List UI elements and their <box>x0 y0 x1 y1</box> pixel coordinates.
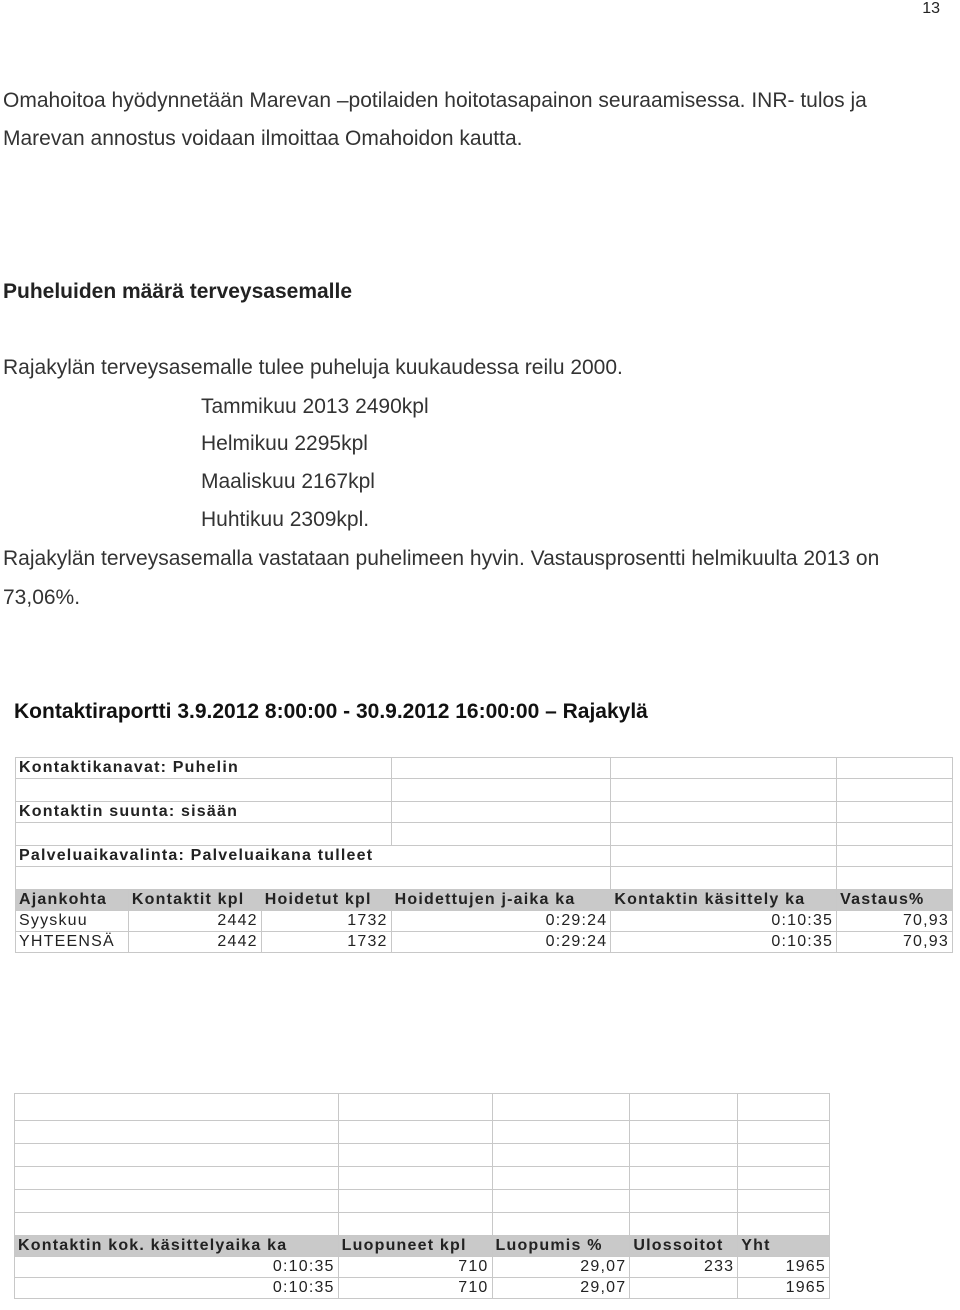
table-row <box>16 867 953 890</box>
column-header: Kontaktin kok. käsittelyaika ka <box>15 1236 339 1257</box>
month-item: Huhtikuu 2309kpl. <box>201 508 370 531</box>
table-row <box>15 1094 830 1121</box>
table-cell: 70,93 <box>837 911 953 932</box>
service-time-label: Palveluaikavalinta: Palveluaikana tulleet <box>16 846 611 867</box>
report-table-2 <box>14 1093 830 1299</box>
table-row <box>15 1213 830 1236</box>
answer-line-2: 73,06%. <box>3 586 81 609</box>
month-item: Maaliskuu 2167kpl <box>201 470 375 493</box>
direction-label: Kontaktin suunta: sisään <box>16 802 392 823</box>
table-row <box>16 802 953 823</box>
table-row <box>16 779 953 802</box>
table-row <box>15 1190 830 1213</box>
section-title: Puheluiden määrä terveysasemalle <box>3 280 353 303</box>
table-cell: Syyskuu <box>16 911 129 932</box>
table-cell: 1732 <box>261 911 391 932</box>
column-header: Luopuneet kpl <box>338 1236 492 1257</box>
table-row <box>16 823 953 846</box>
answer-line-1: Rajakylän terveysasemalla vastataan puhelimeen hyvin. Vastausprosentti helmikuulta 2013 on <box>3 547 880 570</box>
table-cell: 2442 <box>128 932 261 953</box>
table-cell: 710 <box>338 1278 492 1299</box>
table-row <box>15 1278 830 1299</box>
table-header-row <box>16 890 953 911</box>
table-row <box>16 846 953 867</box>
intro-line-2: Marevan annostus voidaan ilmoittaa Omahoidon kautta. <box>3 127 523 150</box>
table-cell <box>630 1278 738 1299</box>
table-cell: YHTEENSÄ <box>16 932 129 953</box>
table-cell: 0:10:35 <box>15 1278 339 1299</box>
table-cell: 0:29:24 <box>391 911 611 932</box>
calls-intro: Rajakylän terveysasemalle tulee puheluja kuukaudessa reilu 2000. <box>3 356 623 379</box>
table-row <box>16 758 953 779</box>
intro-line-1: Omahoitoa hyödynnetään Marevan –potilaiden hoitotasapainon seuraamisessa. INR- tulos ja <box>3 89 867 112</box>
column-header: Vastaus% <box>837 890 953 911</box>
table-row <box>16 911 953 932</box>
column-header: Kontaktit kpl <box>128 890 261 911</box>
column-header: Hoidetut kpl <box>261 890 391 911</box>
column-header: Yht <box>738 1236 830 1257</box>
table-cell: 710 <box>338 1257 492 1278</box>
table-cell: 1965 <box>738 1278 830 1299</box>
table-cell: 233 <box>630 1257 738 1278</box>
table-cell: 1732 <box>261 932 391 953</box>
table-row <box>15 1144 830 1167</box>
column-header: Kontaktin käsittely ka <box>611 890 837 911</box>
table-cell: 0:10:35 <box>611 911 837 932</box>
page-number: 13 <box>922 0 940 17</box>
column-header: Luopumis % <box>492 1236 630 1257</box>
table-row <box>15 1167 830 1190</box>
table-row <box>15 1257 830 1278</box>
report-title: Kontaktiraportti 3.9.2012 8:00:00 - 30.9.2012 16:00:00 – Rajakylä <box>14 700 648 723</box>
table-cell: 2442 <box>128 911 261 932</box>
table-cell: 0:29:24 <box>391 932 611 953</box>
table-cell: 0:10:35 <box>15 1257 339 1278</box>
table-cell: 0:10:35 <box>611 932 837 953</box>
month-item: Tammikuu 2013 2490kpl <box>201 395 429 418</box>
table-header-row <box>15 1236 830 1257</box>
table-row <box>16 932 953 953</box>
report-table <box>15 757 953 953</box>
table-cell: 1965 <box>738 1257 830 1278</box>
table-cell: 70,93 <box>837 932 953 953</box>
column-header: Ulossoitot <box>630 1236 738 1257</box>
table-cell: 29,07 <box>492 1257 630 1278</box>
table-row <box>15 1121 830 1144</box>
column-header: Ajankohta <box>16 890 129 911</box>
table-cell: 29,07 <box>492 1278 630 1299</box>
month-item: Helmikuu 2295kpl <box>201 432 368 455</box>
column-header: Hoidettujen j-aika ka <box>391 890 611 911</box>
channel-label: Kontaktikanavat: Puhelin <box>16 758 392 779</box>
